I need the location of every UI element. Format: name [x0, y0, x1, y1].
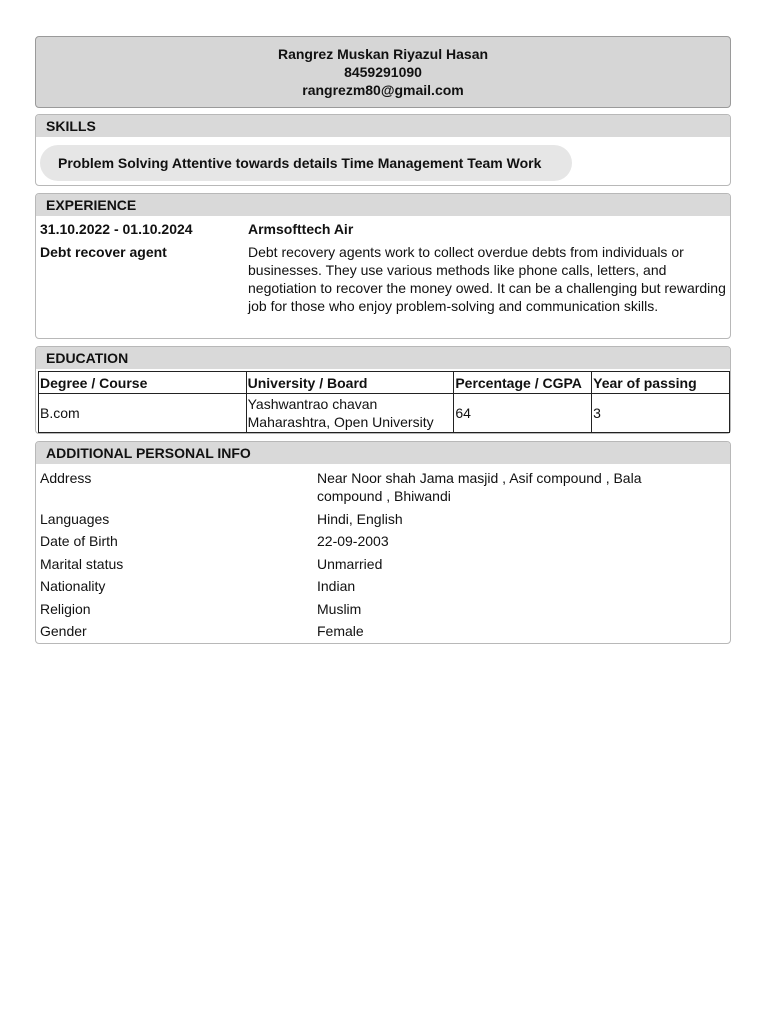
info-key: Marital status — [40, 556, 124, 572]
skills-section — [35, 114, 731, 186]
info-key: Gender — [40, 623, 87, 639]
experience-section — [35, 193, 731, 339]
cell-degree: B.com — [39, 394, 247, 433]
column-header-percentage: Percentage / CGPA — [454, 372, 592, 394]
info-value: Hindi, English — [317, 511, 403, 527]
education-header-row — [39, 372, 730, 394]
info-key: Languages — [40, 511, 110, 527]
table-row — [39, 394, 730, 433]
skills-title: SKILLS — [36, 115, 730, 137]
info-value: Indian — [317, 578, 356, 594]
experience-description: Debt recovery agents work to collect overdue debts from individuals or businesses. They use various methods like phone calls, letters, and negotiation to recover the money owed. It can be a challenging but rewarding job for those who enjoy problem-solving and communication skills. — [248, 244, 726, 314]
education-title: EDUCATION — [36, 347, 730, 369]
experience-title: EXPERIENCE — [36, 194, 730, 216]
info-key: Address — [40, 470, 92, 486]
education-section — [35, 346, 731, 434]
experience-role: Debt recover agent — [40, 244, 167, 260]
candidate-phone: 8459291090 — [344, 64, 422, 80]
column-header-degree: Degree / Course — [39, 372, 247, 394]
column-header-university: University / Board — [246, 372, 454, 394]
cell-university: Yashwantrao chavan Maharashtra, Open University — [246, 394, 454, 433]
cell-percentage: 64 — [454, 394, 592, 433]
candidate-email: rangrezm80@gmail.com — [302, 82, 464, 98]
education-table — [38, 371, 730, 433]
info-value: Unmarried — [317, 556, 383, 572]
skills-list: Problem Solving Attentive towards details Time Management Team Work — [40, 145, 572, 181]
info-key: Date of Birth — [40, 533, 118, 549]
info-value: Near Noor shah Jama masjid , Asif compound , Bala compound , Bhiwandi — [317, 470, 642, 504]
personal-info-title: ADDITIONAL PERSONAL INFO — [36, 442, 730, 464]
info-value: 22-09-2003 — [317, 533, 389, 549]
info-key: Nationality — [40, 578, 106, 594]
cell-year: 3 — [592, 394, 730, 433]
resume-header — [35, 36, 731, 108]
experience-dates: 31.10.2022 - 01.10.2024 — [40, 221, 193, 237]
column-header-year: Year of passing — [592, 372, 730, 394]
personal-info-section — [35, 441, 731, 644]
info-key: Religion — [40, 601, 91, 617]
experience-company: Armsofttech Air — [248, 221, 354, 237]
info-value: Muslim — [317, 601, 362, 617]
candidate-name: Rangrez Muskan Riyazul Hasan — [277, 46, 489, 62]
info-value: Female — [317, 623, 364, 639]
